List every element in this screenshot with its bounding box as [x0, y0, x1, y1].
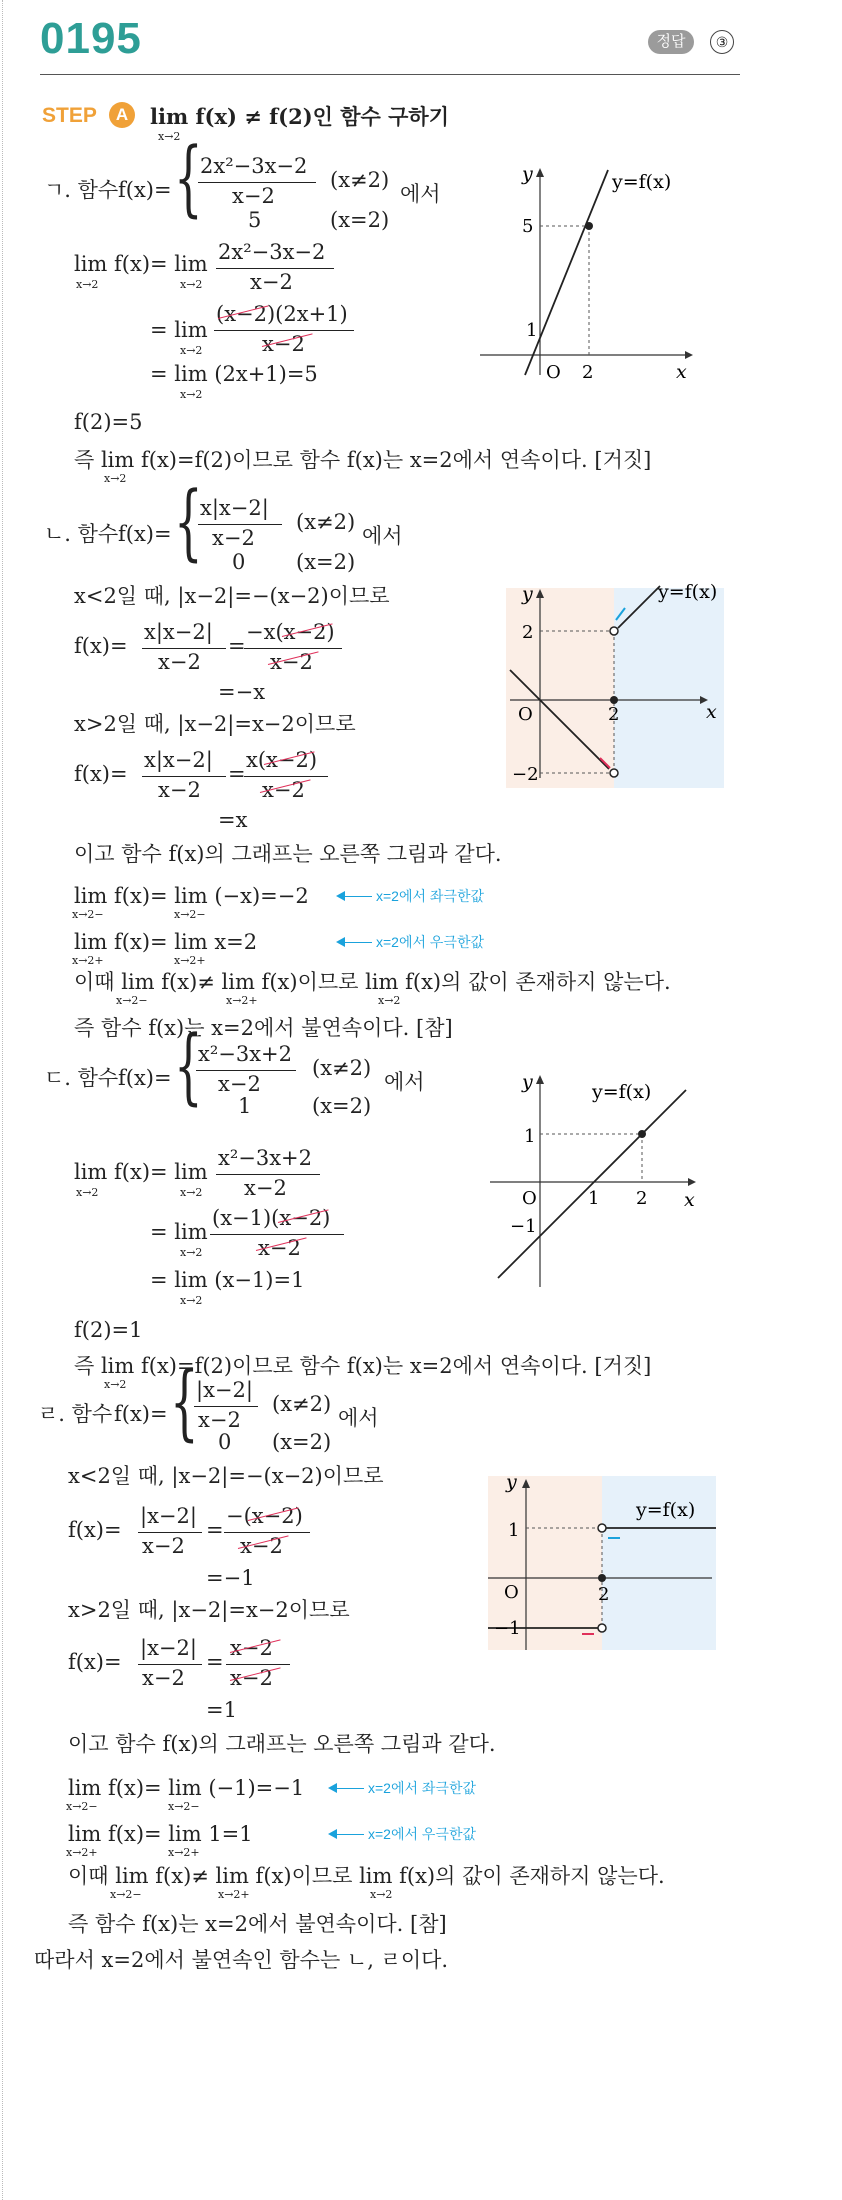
- part-c-brace: {: [174, 1019, 203, 1114]
- part-d-lim-right: lim f(x)= lim 1=1: [68, 1822, 253, 1846]
- part-a-line1-sub2: x→2: [180, 278, 203, 291]
- part-c-graph: [488, 1062, 708, 1292]
- sub-lim: x→2: [370, 1888, 393, 1901]
- part-b-lt-num2: −x(x−2): [246, 620, 335, 644]
- part-b-case1-num: x|x−2|: [200, 496, 269, 520]
- part-c-line1-left: lim f(x)= lim: [74, 1160, 208, 1184]
- part-d-lt-num2: −(x−2): [226, 1504, 303, 1528]
- part-a-case1-bar: [198, 182, 316, 183]
- part-d-lt-den1: x−2: [142, 1534, 185, 1558]
- tick-ym1: −1: [510, 1216, 537, 1237]
- part-a-line3-sub: x→2: [180, 388, 203, 401]
- closed-point: [610, 696, 618, 704]
- y-label: y: [522, 163, 533, 185]
- part-a-graph: [470, 160, 700, 383]
- tick-x2: 2: [582, 362, 594, 383]
- sub-lim: x→2: [104, 1378, 127, 1391]
- part-d-case1-bar: [194, 1406, 258, 1407]
- part-a-line1-den: x−2: [250, 270, 293, 294]
- part-d-case1-den: x−2: [198, 1408, 241, 1432]
- tick-ym1: −1: [494, 1618, 521, 1639]
- part-c-conclusion: 즉 lim f(x)=f(2)이므로 함수 f(x)는 x=2에서 연속이다. [거짓]: [74, 1354, 652, 1378]
- sub-lim: x→2: [180, 1294, 203, 1307]
- part-d-graph: [486, 1470, 726, 1660]
- part-a-case1-num: 2x²−3x−2: [200, 154, 308, 178]
- part-d-case2: 0: [218, 1430, 232, 1454]
- part-b-case2-cond: (x=2): [296, 550, 356, 574]
- part-c-case1-den: x−2: [218, 1072, 261, 1096]
- closed-point: [598, 1574, 606, 1582]
- part-d-lt-bar2: [224, 1532, 310, 1533]
- tick-y2: 2: [522, 622, 534, 643]
- sub-lim: x→2+: [66, 1846, 98, 1859]
- left-arrow-icon: [330, 1834, 364, 1835]
- part-d-compare: 이때 lim f(x)≠ lim f(x)이므로 lim f(x)의 값이 존재하지 않는다.: [68, 1864, 665, 1888]
- part-d-gt-res: =1: [206, 1698, 237, 1722]
- margin-rule: [2, 0, 3, 2200]
- tick-y1: 1: [524, 1126, 536, 1147]
- bg-right: [614, 588, 724, 788]
- curve-label: y=f(x): [612, 171, 672, 193]
- tick-x2: 2: [636, 1188, 648, 1209]
- part-b-lt-res: =−x: [218, 680, 266, 704]
- sub-lim: x→2: [180, 1246, 203, 1259]
- part-b-gt-den2: x−2: [262, 778, 305, 802]
- tick-x1: 1: [588, 1188, 600, 1209]
- part-a-line3: = lim (2x+1)=5: [150, 362, 318, 386]
- sub-lim: x→2−: [168, 1800, 200, 1813]
- part-b-gt-bar1: [142, 776, 226, 777]
- part-a-line2-num: (x−2)(2x+1): [216, 302, 348, 326]
- part-a-line2-bar: [214, 330, 354, 331]
- step-title-sub: x→2: [158, 130, 181, 143]
- part-d-lt-den2: x−2: [240, 1534, 283, 1558]
- sub-lim: x→2−: [72, 908, 104, 921]
- part-d-graph-note: 이고 함수 f(x)의 그래프는 오른쪽 그림과 같다.: [68, 1732, 496, 1756]
- part-b-gt-bar2: [244, 776, 328, 777]
- sub-lim: x→2−: [66, 1800, 98, 1813]
- part-a-line1-sub1: x→2: [76, 278, 99, 291]
- part-d-gt-f: f(x)=: [68, 1650, 122, 1674]
- step-label: STEP: [42, 104, 97, 127]
- function-line: [498, 1090, 686, 1278]
- step-letter: A: [109, 102, 135, 128]
- x-label: x: [684, 1189, 695, 1211]
- part-c-suffix: 에서: [384, 1070, 425, 1094]
- x-label: x: [706, 701, 717, 723]
- part-d-case2-cond: (x=2): [272, 1430, 332, 1454]
- part-a-case1-den: x−2: [232, 184, 275, 208]
- step-title: lim f(x) ≠ f(2)인 함수 구하기: [150, 104, 449, 129]
- part-d-lt-num1: |x−2|: [140, 1504, 197, 1528]
- y-label: y: [522, 1071, 533, 1093]
- sub-lim: x→2+: [174, 954, 206, 967]
- open-point: [598, 1624, 606, 1632]
- tick-ym2: −2: [512, 764, 539, 785]
- part-c-case1-bar: [196, 1070, 296, 1071]
- eq-sign: =: [206, 1650, 224, 1674]
- answer-badge: 정답: [648, 30, 694, 54]
- part-a-case2: 5: [248, 208, 262, 232]
- part-d-conclusion: 즉 함수 f(x)는 x=2에서 불연속이다. [참]: [68, 1912, 447, 1936]
- part-c-line1-bar: [216, 1174, 320, 1175]
- part-b-lim-left: lim f(x)= lim (−x)=−2: [74, 884, 309, 908]
- tick-y5: 5: [522, 216, 534, 237]
- part-b-marker: ㄴ. 함수: [44, 522, 119, 546]
- curve-label: y=f(x): [636, 1499, 696, 1521]
- tick-y1: 1: [526, 320, 538, 341]
- sub-lim: x→2+: [218, 1888, 250, 1901]
- part-d-gt-bar1: [138, 1664, 202, 1665]
- eq-sign: =: [228, 634, 246, 658]
- part-a-case1-cond: (x≠2): [330, 168, 390, 192]
- open-point: [598, 1524, 606, 1532]
- part-d-note-right: x=2에서 우극한값: [368, 1826, 476, 1842]
- part-b-lt-den1: x−2: [158, 650, 201, 674]
- answer-value: ③: [710, 30, 734, 54]
- sub-lim: x→2+: [168, 1846, 200, 1859]
- origin: O: [546, 362, 561, 383]
- eq-sign: =: [228, 762, 246, 786]
- part-a-conclusion-sub: x→2: [104, 472, 127, 485]
- part-d-case1-cond: (x≠2): [272, 1392, 332, 1416]
- part-a-suffix: 에서: [400, 182, 441, 206]
- open-point: [610, 627, 618, 635]
- part-d-lt-bar1: [138, 1532, 202, 1533]
- part-b-lt-bar2: [244, 648, 342, 649]
- part-b-lt-f: f(x)=: [74, 634, 128, 658]
- sub-lim: x→2: [76, 1186, 99, 1199]
- sub-lim: x→2+: [72, 954, 104, 967]
- part-b-lt-num1: x|x−2|: [144, 620, 213, 644]
- curve-label: y=f(x): [658, 581, 718, 603]
- part-a-line2-sub: x→2: [180, 344, 203, 357]
- part-a-marker: ㄱ. 함수: [44, 178, 119, 202]
- left-arrow-icon: [338, 896, 372, 897]
- problem-number: 0195: [40, 14, 142, 63]
- open-point: [610, 769, 618, 777]
- part-a-line1-num: 2x²−3x−2: [218, 240, 326, 264]
- part-c-case2: 1: [238, 1094, 252, 1118]
- part-b-lim-right: lim f(x)= lim x=2: [74, 930, 258, 954]
- part-a-fx: f(x)=: [118, 178, 172, 202]
- origin: O: [522, 1188, 537, 1209]
- part-b-gt-intro: x>2일 때, |x−2|=x−2이므로: [74, 712, 356, 736]
- part-c-case2-cond: (x=2): [312, 1094, 372, 1118]
- part-b-compare: 이때 lim f(x)≠ lim f(x)이므로 lim f(x)의 값이 존재하지 않는다.: [74, 970, 671, 994]
- part-b-gt-f: f(x)=: [74, 762, 128, 786]
- part-b-graph-note: 이고 함수 f(x)의 그래프는 오른쪽 그림과 같다.: [74, 842, 502, 866]
- part-b-lt-bar1: [142, 648, 226, 649]
- sub-lim: x→2−: [110, 1888, 142, 1901]
- origin: O: [504, 1582, 519, 1603]
- y-axis-arrow: [536, 168, 544, 177]
- part-d-note-left: x=2에서 좌극한값: [368, 1780, 476, 1796]
- part-b-note-right: x=2에서 우극한값: [376, 934, 484, 950]
- part-c-case1-num: x²−3x+2: [198, 1042, 293, 1066]
- part-d-gt-num2: x−2: [230, 1636, 273, 1660]
- tick-x2: 2: [598, 1584, 610, 1605]
- part-b-gt-num2: x(x−2): [246, 748, 318, 772]
- part-d-gt-num1: |x−2|: [140, 1636, 197, 1660]
- part-b-gt-num1: x|x−2|: [144, 748, 213, 772]
- tick-x2: 2: [608, 704, 620, 725]
- sub-lim: x→2−: [116, 994, 148, 1007]
- part-c-f2: f(2)=1: [74, 1318, 143, 1342]
- part-c-marker: ㄷ. 함수: [44, 1066, 119, 1090]
- part-b-graph: [500, 578, 740, 798]
- part-c-line2-left: = lim: [150, 1220, 208, 1244]
- part-d-brace: {: [170, 1355, 199, 1450]
- part-a-line2-left: = lim: [150, 318, 208, 342]
- part-d-gt-intro: x>2일 때, |x−2|=x−2이므로: [68, 1598, 350, 1622]
- part-a-conclusion: 즉 lim f(x)=f(2)이므로 함수 f(x)는 x=2에서 연속이다. [거짓]: [74, 448, 652, 472]
- part-d-case1-num: |x−2|: [196, 1378, 253, 1402]
- part-c-line2-den: x−2: [258, 1236, 301, 1260]
- part-d-lt-f: f(x)=: [68, 1518, 122, 1542]
- part-d-fx: f(x)=: [114, 1402, 168, 1426]
- part-c-fx: f(x)=: [118, 1066, 172, 1090]
- function-line: [525, 170, 608, 375]
- sub-lim: x→2−: [174, 908, 206, 921]
- part-b-case1-cond: (x≠2): [296, 510, 356, 534]
- part-b-lt-den2: x−2: [270, 650, 313, 674]
- part-b-case2: 0: [232, 550, 246, 574]
- part-b-brace: {: [174, 475, 203, 570]
- part-b-fx: f(x)=: [118, 522, 172, 546]
- part-c-line1-num: x²−3x+2: [218, 1146, 313, 1170]
- part-d-gt-den2: x−2: [230, 1666, 273, 1690]
- tick-y1: 1: [508, 1520, 520, 1541]
- part-b-conclusion: 즉 함수 f(x)는 x=2에서 불연속이다. [참]: [74, 1016, 453, 1040]
- part-d-gt-bar2: [226, 1664, 290, 1665]
- part-d-gt-den1: x−2: [142, 1666, 185, 1690]
- part-d-suffix: 에서: [338, 1406, 379, 1430]
- point-2-5: [585, 222, 593, 230]
- part-b-note-left: x=2에서 좌극한값: [376, 888, 484, 904]
- x-label: x: [676, 361, 687, 383]
- eq-sign: =: [206, 1518, 224, 1542]
- x-axis-arrow: [688, 1178, 696, 1186]
- y-axis-arrow: [536, 1075, 544, 1084]
- part-b-lt-intro: x<2일 때, |x−2|=−(x−2)이므로: [74, 584, 390, 608]
- part-b-case1-den: x−2: [212, 526, 255, 550]
- header-divider: [40, 74, 740, 75]
- part-a-line1-bar: [216, 268, 334, 269]
- part-a-f2: f(2)=5: [74, 410, 143, 434]
- sub-lim: x→2: [378, 994, 401, 1007]
- part-b-gt-den1: x−2: [158, 778, 201, 802]
- final-conclusion: 따라서 x=2에서 불연속인 함수는 ㄴ, ㄹ이다.: [34, 1948, 449, 1972]
- left-arrow-icon: [338, 942, 372, 943]
- sub-lim: x→2+: [226, 994, 258, 1007]
- y-label: y: [506, 1471, 517, 1493]
- left-arrow-icon: [330, 1788, 364, 1789]
- point-2-1: [638, 1130, 646, 1138]
- part-d-lt-intro: x<2일 때, |x−2|=−(x−2)이므로: [68, 1464, 384, 1488]
- part-b-gt-res: =x: [218, 808, 248, 832]
- part-b-case1-bar: [198, 524, 282, 525]
- sub-lim: x→2: [180, 1186, 203, 1199]
- part-a-line1-left: lim f(x)= lim: [74, 252, 208, 276]
- part-b-suffix: 에서: [362, 524, 403, 548]
- part-d-lim-left: lim f(x)= lim (−1)=−1: [68, 1776, 305, 1800]
- part-d-marker: ㄹ. 함수: [38, 1402, 113, 1426]
- part-c-case1-cond: (x≠2): [312, 1056, 372, 1080]
- part-a-line2-den: x−2: [262, 332, 305, 356]
- part-c-line2-num: (x−1)(x−2): [212, 1206, 331, 1230]
- part-d-lt-res: =−1: [206, 1566, 255, 1590]
- curve-label: y=f(x): [592, 1081, 652, 1103]
- part-c-line2-bar: [210, 1234, 344, 1235]
- part-c-line1-den: x−2: [244, 1176, 287, 1200]
- x-axis-arrow: [685, 351, 693, 359]
- part-a-case2-cond: (x=2): [330, 208, 390, 232]
- origin: O: [518, 704, 533, 725]
- part-a-brace: {: [174, 131, 203, 226]
- part-c-line3: = lim (x−1)=1: [150, 1268, 305, 1292]
- y-label: y: [522, 583, 533, 605]
